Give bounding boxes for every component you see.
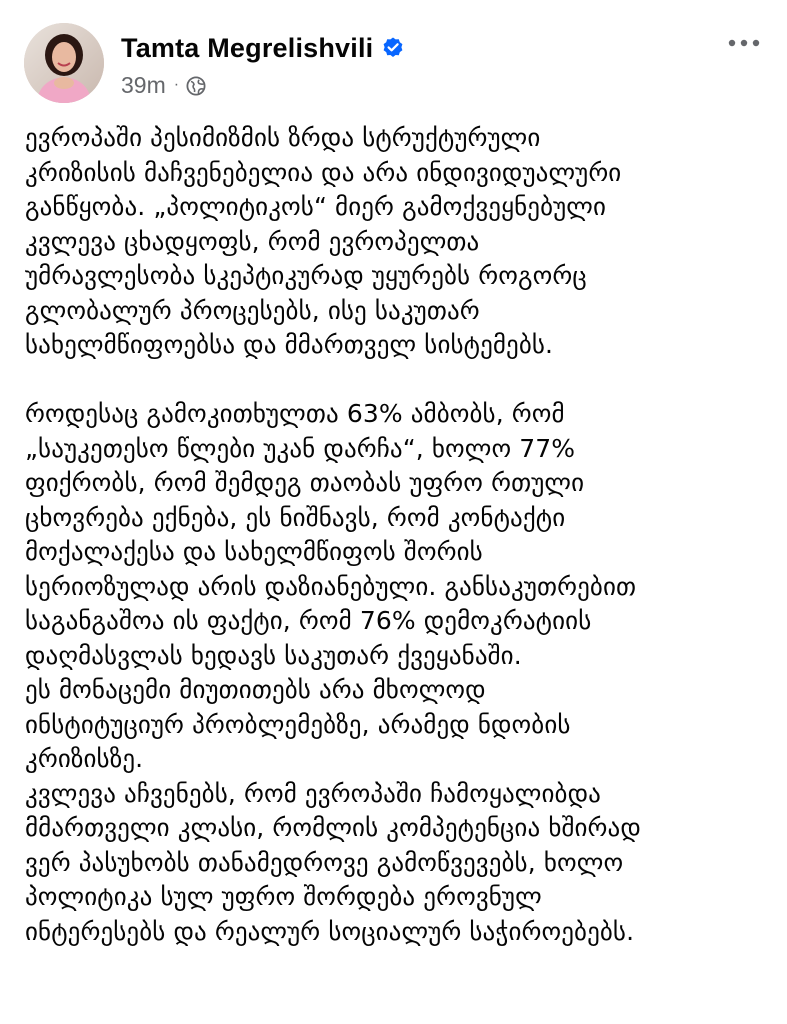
avatar[interactable] [24, 23, 104, 103]
globe-icon[interactable] [186, 75, 206, 95]
text-line: მოქალაქესა და სახელმწიფოს შორის [25, 537, 483, 566]
more-options-icon[interactable] [727, 33, 761, 53]
post-meta [121, 70, 206, 100]
paragraph-spacer [25, 363, 770, 398]
text-line: როდესაც გამოკითხულთა 63% ამბობს, რომ [25, 399, 565, 428]
text-line: ფიქრობს, რომ შემდეგ თაობას უფრო რთული [25, 468, 585, 497]
text-line: ეს მონაცემი მიუთითებს არა მხოლოდ [25, 675, 486, 704]
text-line: ცხოვრება ექნება, ეს ნიშნავს, რომ კონტაქტი [25, 502, 566, 532]
text-line: უმრავლესობა სკეპტიკურად უყურებს როგორც [25, 261, 587, 290]
text-line: განწყობა. „პოლიტიკოს“ მიერ გამოქვეყნებული [25, 192, 607, 221]
profile-photo [24, 23, 104, 103]
text-line: ვერ პასუხობს თანამედროვე გამოწვევებს, ხოლო [25, 847, 624, 877]
post-timestamp[interactable]: 39m [121, 71, 166, 98]
text-line: გლობალურ პროცესებს, ისე საკუთარ [25, 295, 480, 325]
text-line: კვლევა აჩვენებს, რომ ევროპაში ჩამოყალიბდა [25, 778, 601, 808]
text-line: საგანგაშოა ის ფაქტი, რომ 76% დემოკრატიის [25, 606, 592, 635]
post-header [0, 0, 787, 110]
text-line: დაღმასვლას ხედავს საკუთარ ქვეყანაში. [25, 640, 522, 670]
text-line: ევროპაში პესიმიზმის ზრდა სტრუქტურული [25, 123, 541, 152]
text-line: ინტერესებს და რეალურ სოციალურ საჭიროებებს. [25, 916, 635, 946]
text-line: კრიზისზე. [25, 744, 144, 773]
text-line: პოლიტიკა სულ უფრო შორდება ეროვნულ [25, 882, 542, 911]
verified-badge-icon [381, 36, 405, 60]
text-line: მმართველი კლასი, რომლის კომპეტენცია ხშირად [25, 813, 641, 842]
text-line: სახელმწიფოებსა და მმართველ სისტემებს. [25, 330, 554, 359]
text-line: კვლევა ცხადყოფს, რომ ევროპელთა [25, 226, 480, 256]
meta-separator: · [173, 76, 180, 93]
author-name[interactable]: Tamta Megrelishvili [121, 32, 374, 63]
post-text [25, 121, 770, 949]
text-line: სერიოზულად არის დაზიანებული. განსაკუთრებით [25, 571, 637, 601]
text-line: „საუკეთესო წლები უკან დარჩა“, ხოლო 77% [25, 433, 576, 463]
text-line: კრიზისის მაჩვენებელია და არა ინდივიდუალური [25, 157, 622, 187]
author-line [121, 30, 405, 66]
text-line: ინსტიტუციურ პრობლემებზე, არამედ ნდობის [25, 709, 571, 739]
